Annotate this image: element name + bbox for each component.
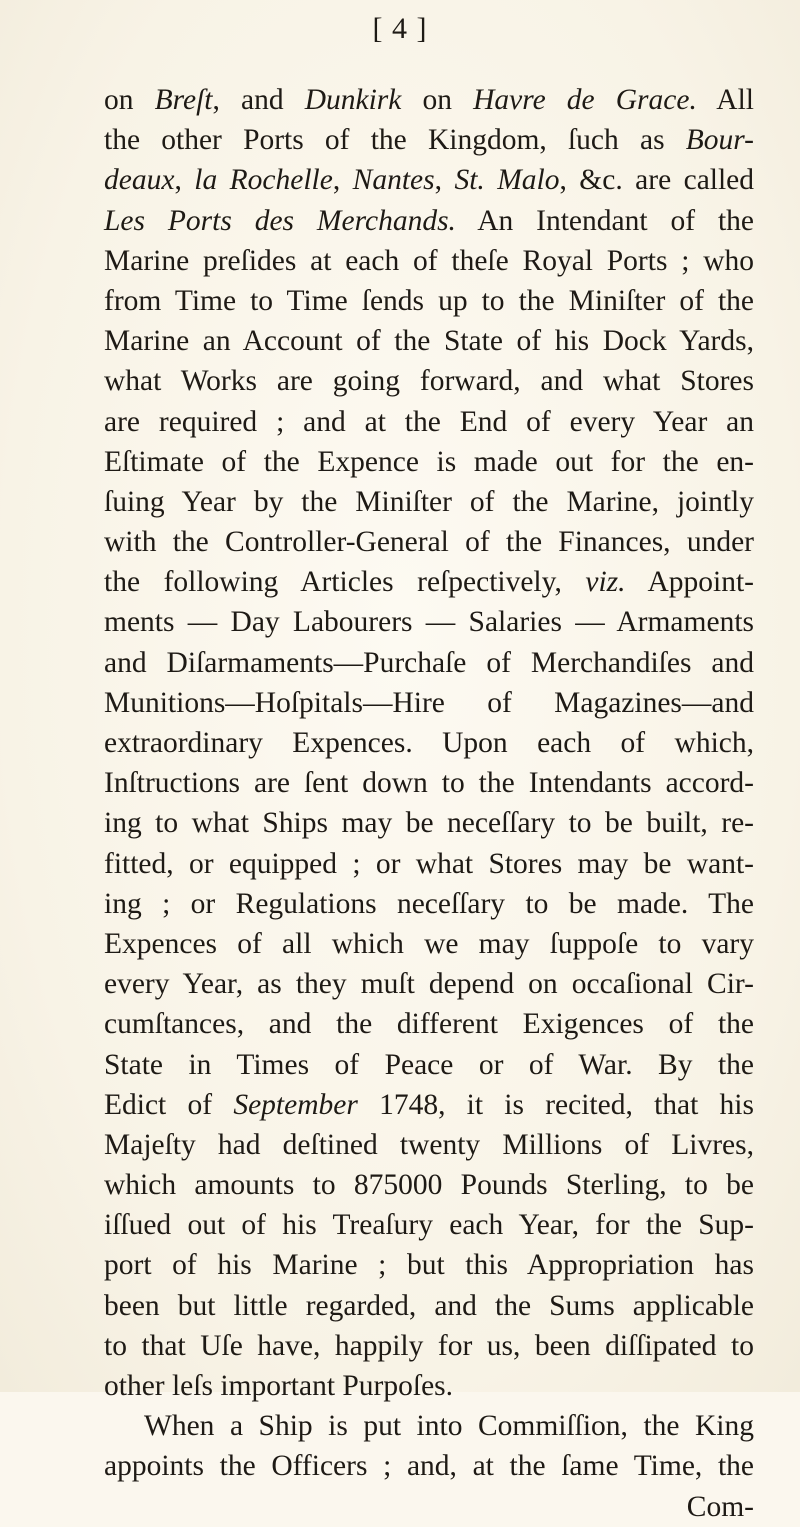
text-line: which amounts to 875000 Pounds Sterling, to be [104, 1169, 754, 1202]
text-line: deaux, la Rochelle, Nantes, St. Malo, &c. are called [104, 164, 755, 197]
text-line: Majeſty had deſtined twenty Millions of Livres, [104, 1128, 754, 1161]
text-line: Les Ports des Merchands. An Intendant of the [104, 204, 754, 237]
text-line: appoints the Officers ; and, at the ſame Time, the [104, 1450, 754, 1483]
text-line: are required ; and at the End of every Year an [104, 405, 754, 438]
page-number: [ 4 ] [372, 12, 428, 45]
text-line: what Works are going forward, and what Stores [104, 365, 754, 398]
text-line: from Time to Time ſends up to the Miniſter of the [104, 284, 754, 317]
text-line: the other Ports of the Kingdom, ſuch as Bour- [104, 124, 754, 157]
catchword: Com- [686, 1490, 754, 1523]
text-line: Inſtructions are ſent down to the Intendants accord- [104, 767, 754, 800]
text-line: When a Ship is put into Commiſſion, the King [144, 1410, 754, 1443]
text-line: Eſtimate of the Expence is made out for the en- [104, 445, 754, 478]
text-line: and Diſarmaments—Purchaſe of Merchandiſes and [104, 646, 754, 679]
text-line: port of his Marine ; but this Appropriation has [104, 1249, 754, 1282]
body-text [104, 80, 754, 1527]
text-line: been but little regarded, and the Sums applicable [104, 1289, 754, 1322]
text-line: to that Uſe have, happily for us, been diſſipated to [104, 1329, 754, 1362]
text-line: ſuing Year by the Miniſter of the Marine, jointly [104, 485, 754, 518]
text-line: cumſtances, and the different Exigences of the [104, 1008, 754, 1041]
text-line: State in Times of Peace or of War. By the [104, 1048, 754, 1081]
text-line: other leſs important Purpoſes. [104, 1370, 454, 1402]
text-line: fitted, or equipped ; or what Stores may be want- [104, 847, 754, 880]
text-line: Edict of September 1748, it is recited, that his [104, 1088, 754, 1121]
text-line: extraordinary Expences. Upon each of which, [104, 727, 754, 759]
text-line: Expences of all which we may ſuppoſe to vary [104, 927, 754, 960]
text-line: with the Controller-General of the Finances, under [104, 526, 754, 559]
text-line: Marine preſides at each of theſe Royal Ports ; who [104, 244, 754, 277]
text-line: ments — Day Labourers — Salaries — Armaments [104, 606, 754, 639]
text-line: ing ; or Regulations neceſſary to be made. The [104, 887, 754, 920]
text-line: Marine an Account of the State of his Dock Yards, [104, 325, 754, 358]
text-line: every Year, as they muſt depend on occaſional Cir- [104, 968, 754, 1001]
text-line: ing to what Ships may be neceſſary to be built, re- [104, 807, 754, 840]
text-line: the following Articles reſpectively, viz. Appoint- [104, 566, 754, 599]
text-line: on Breſt, and Dunkirk on Havre de Grace. All [104, 84, 754, 116]
text-line: Munitions—Hoſpitals—Hire of Magazines—and [104, 686, 754, 719]
text-line: iſſued out of his Treaſury each Year, for the Sup- [104, 1209, 754, 1242]
